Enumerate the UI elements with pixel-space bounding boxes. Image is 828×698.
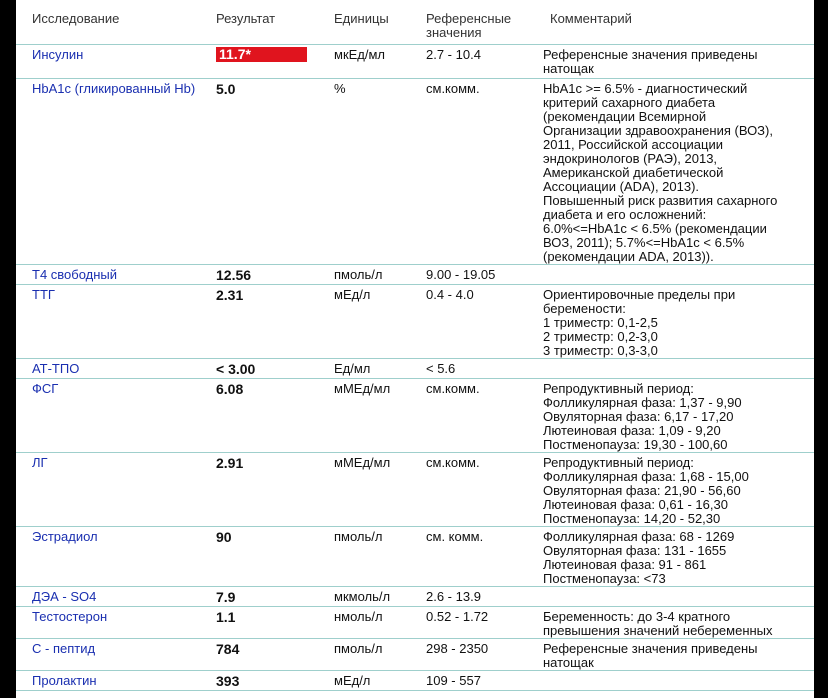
row-reference: 0.52 - 1.72 <box>426 609 489 624</box>
row-result: 393 <box>216 673 240 689</box>
row-name: Пролактин <box>32 673 97 688</box>
row-name: ДЭА - SO4 <box>32 589 97 604</box>
table-row <box>16 587 814 607</box>
row-reference: см.комм. <box>426 455 480 470</box>
row-units: пмоль/л <box>334 529 383 544</box>
lab-results-sheet <box>16 0 814 698</box>
row-result: 12.56 <box>216 267 252 283</box>
row-units: % <box>334 81 346 96</box>
table-row <box>16 453 814 527</box>
row-name: Т4 свободный <box>32 267 118 282</box>
row-units: мЕд/л <box>334 673 371 688</box>
row-result: 7.9 <box>216 589 236 605</box>
row-reference: см.комм. <box>426 381 480 396</box>
row-units: пмоль/л <box>334 641 383 656</box>
row-units: Ед/мл <box>334 361 371 376</box>
row-comment: Репродуктивный период: Фолликулярная фаза: 1,37 - 9,90 Овуляторная фаза: 6,17 - 17,20 Лютеиновая фаза: 1,09 - 9,20 Постменопауза: 19,30 - 100,60 <box>543 381 742 452</box>
row-reference: 2.6 - 13.9 <box>426 589 481 604</box>
row-result: < 3.00 <box>216 361 256 377</box>
table-row <box>16 359 814 379</box>
header-study: Исследование <box>32 11 120 26</box>
row-name: Инсулин <box>32 47 84 62</box>
row-units: нмоль/л <box>334 609 383 624</box>
row-name: АТ-ТПО <box>32 361 80 376</box>
row-comment: Беременность: до 3-4 кратного превышения значений небеременных <box>543 609 773 638</box>
table-header <box>16 6 814 45</box>
row-result: 1.1 <box>216 609 236 625</box>
row-name: ЛГ <box>32 455 48 470</box>
header-units: Единицы <box>334 11 389 26</box>
table-row <box>16 607 814 639</box>
row-result: 2.31 <box>216 287 244 303</box>
row-reference: 0.4 - 4.0 <box>426 287 474 302</box>
row-reference: см. комм. <box>426 529 484 544</box>
row-comment: Фолликулярная фаза: 68 - 1269 Овуляторная фаза: 131 - 1655 Лютеиновая фаза: 91 - 861 Постменопауза: <73 <box>543 529 735 586</box>
table-row <box>16 79 814 265</box>
row-units: мМЕд/мл <box>334 455 391 470</box>
row-reference: 2.7 - 10.4 <box>426 47 481 62</box>
row-comment: Ориентировочные пределы при беремености: 1 триместр: 0,1-2,5 2 триместр: 0,2-3,0 3 триместр: 0,3-3,0 <box>543 287 736 358</box>
row-result: 784 <box>216 641 240 657</box>
table-row <box>16 45 814 79</box>
table-row <box>16 285 814 359</box>
row-result: 6.08 <box>216 381 244 397</box>
row-reference: 298 - 2350 <box>426 641 489 656</box>
row-units: мкЕд/мл <box>334 47 386 62</box>
row-comment: HbA1c >= 6.5% - диагностический критерий сахарного диабета (рекомендации Всемирной Организации здравоохранения (ВОЗ), 2011, Российской ассоциации эндокринологов (РАЭ), 2013, Американской диабетической Ассоциации (ADA), 2013). Повышенный риск развития сахарного диабета и его осложнений: 6.0%<=HbA1c < 6.5% (рекомендации ВОЗ, 2011); 5.7%<=HbA1c < 6.5% (рекомендации ADA, 2013)). <box>543 81 778 264</box>
header-result: Результат <box>216 11 276 26</box>
row-result: 2.91 <box>216 455 244 471</box>
row-reference: 9.00 - 19.05 <box>426 267 496 282</box>
row-reference: см.комм. <box>426 81 480 96</box>
row-comment: Репродуктивный период: Фолликулярная фаза: 1,68 - 15,00 Овуляторная фаза: 21,90 - 56,60 Лютеиновая фаза: 0,61 - 16,30 Постменопауза: 14,20 - 52,30 <box>543 455 749 526</box>
row-units: мМЕд/мл <box>334 381 391 396</box>
row-units: пмоль/л <box>334 267 383 282</box>
table-row <box>16 639 814 671</box>
row-name: ТТГ <box>32 287 55 302</box>
row-reference: < 5.6 <box>426 361 456 376</box>
row-result: 5.0 <box>216 81 236 97</box>
row-name: ФСГ <box>32 381 59 396</box>
header-comment: Комментарий <box>550 11 632 26</box>
row-comment: Референсные значения приведены натощак <box>543 641 758 670</box>
row-result: 90 <box>216 529 232 545</box>
row-result-flagged: 11.7* <box>216 47 307 62</box>
row-units: мЕд/л <box>334 287 371 302</box>
table-row <box>16 527 814 587</box>
row-name: HbA1c (гликированный Hb) <box>32 81 196 96</box>
row-name: Эстрадиол <box>32 529 98 544</box>
table-row <box>16 671 814 691</box>
table-row <box>16 379 814 453</box>
row-reference: 109 - 557 <box>426 673 481 688</box>
table-row <box>16 265 814 285</box>
row-comment: Референсные значения приведены натощак <box>543 47 758 76</box>
row-name: С - пептид <box>32 641 96 656</box>
header-reference: Референсные значения <box>426 11 512 40</box>
row-units: мкмоль/л <box>334 589 391 604</box>
row-name: Тестостерон <box>32 609 108 624</box>
